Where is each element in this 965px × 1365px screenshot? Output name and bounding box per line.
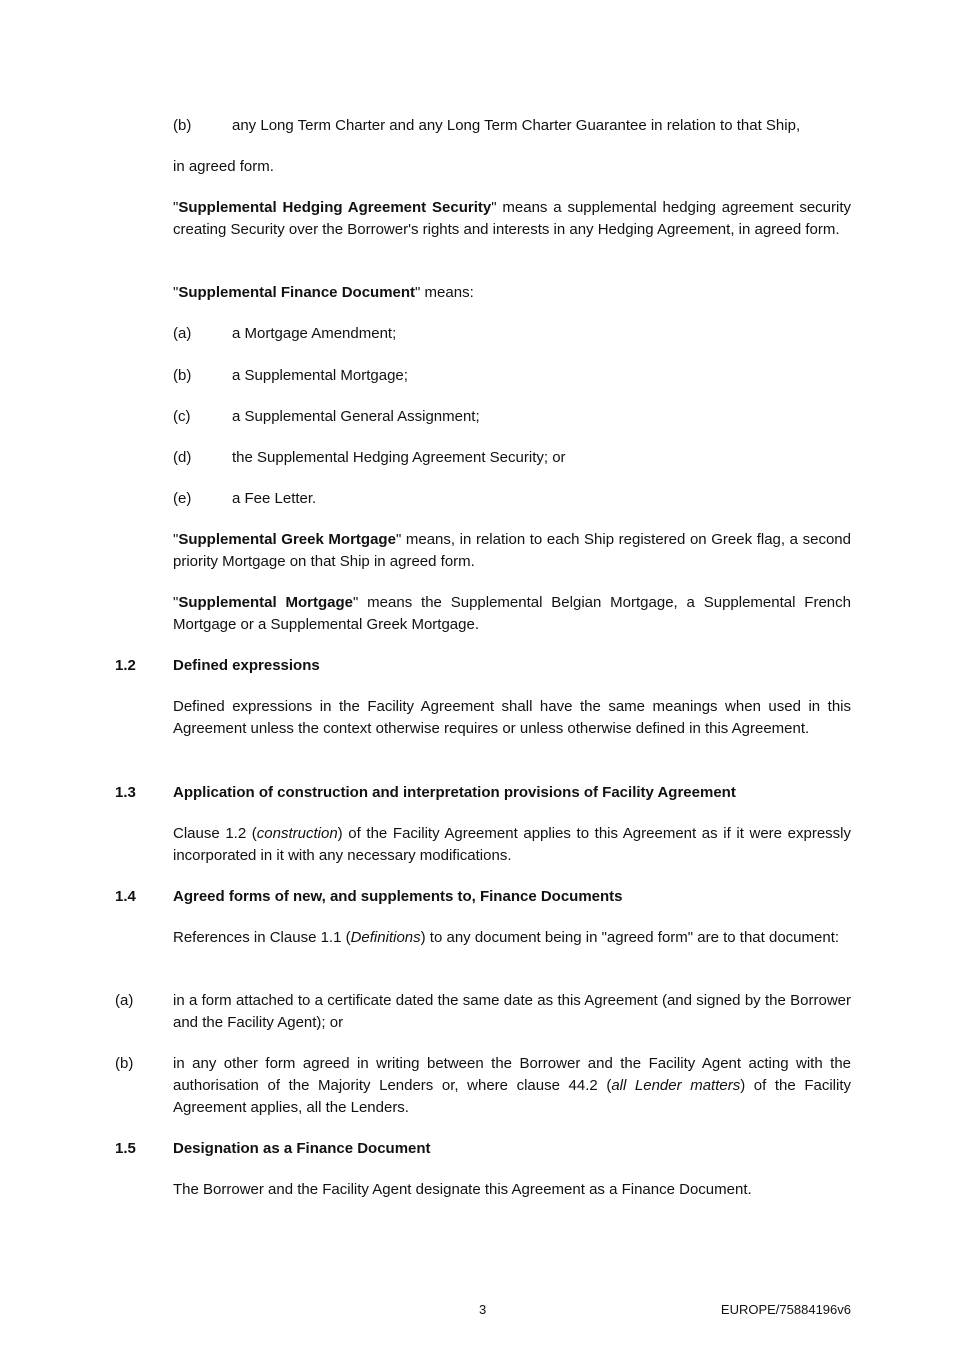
list-item-text: a Fee Letter. [232,490,317,507]
list-item-text: a Mortgage Amendment; [232,325,397,342]
text-run: ) of the Facility Agreement applies, all the Lenders. [173,1077,852,1116]
list-item-text: in a form attached to a certificate dated the same date as this Agreement (and signed by the Borrower and the Facility Agent); or [173,992,851,1031]
list-label: (a) [173,325,192,342]
list-item-text: any Long Term Charter and any Long Term Charter Guarantee in relation to that Ship, [232,117,801,134]
quote: " [415,284,421,301]
list-item-text: a Supplemental Mortgage; [232,367,408,384]
quote: " [173,594,179,611]
section-number: 1.2 [115,657,136,674]
section-number: 1.4 [115,888,136,905]
definition-finance-document [173,282,851,304]
definition-supplemental-mortgage [173,592,851,636]
list-label: (b) [115,1055,134,1072]
italic-reference: all Lender matters [611,1077,741,1094]
definition-text: means, in relation to each Ship registered on Greek flag, a second priority Mortgage on that Ship in agreed form. [173,531,851,570]
section-heading: Designation as a Finance Document [173,1140,431,1157]
quote: " [173,531,179,548]
text-run: References in Clause 1.1 ( [173,929,351,946]
section-number: 1.5 [115,1140,136,1157]
section-heading: Application of construction and interpretation provisions of Facility Agreement [173,784,736,801]
text-run: Clause 1.2 ( [173,825,257,842]
list-label: (c) [173,408,191,425]
italic-reference: construction [256,825,338,842]
paragraph [173,927,851,949]
list-item-text: the Supplemental Hedging Agreement Security; or [232,449,566,466]
definition-greek-mortgage [173,529,851,573]
definition-hedging [173,197,851,241]
quote: " [395,531,402,548]
list-label: (e) [173,490,192,507]
paragraph [173,823,851,867]
quote: " [173,199,179,216]
quote: " [353,594,359,611]
text-run: ) to any document being in "agreed form" are to that document: [420,929,840,946]
defined-term: Supplemental Greek Mortgage [178,531,396,548]
section-number: 1.3 [115,784,136,801]
list-item-text: a Supplemental General Assignment; [232,408,480,425]
list-label: (b) [173,367,192,384]
page-number: 3 [479,1302,487,1317]
list-label: (b) [173,117,192,134]
definition-text: means the Supplemental Belgian Mortgage, a Supplemental French Mortgage or a Supplemental Greek Mortgage. [173,594,851,633]
text-run: in any other form agreed in writing between the Borrower and the Facility Agent acting with the authorisation of the Majority Lenders or, where clause 44.2 ( [173,1055,851,1094]
list-item-text [173,1053,851,1119]
definition-text: means: [420,284,474,301]
paragraph: Defined expressions in the Facility Agreement shall have the same meanings when used in this Agreement unless the context otherwise requires or unless otherwise defined in this Agreement. [173,698,851,737]
definition-text: means a supplemental hedging agreement security creating Security over the Borrower's rights and interests in any Hedging Agreement, in agreed form. [173,199,852,238]
list-label: (a) [115,992,134,1009]
text-run: ) of the Facility Agreement applies to this Agreement as if it were expressly incorporated in it with any necessary modifications. [173,825,851,864]
document-reference: EUROPE/75884196v6 [720,1302,851,1317]
section-heading: Agreed forms of new, and supplements to, Finance Documents [173,888,623,905]
list-label: (d) [173,449,192,466]
paragraph: The Borrower and the Facility Agent designate this Agreement as a Finance Document. [173,1181,752,1198]
quote: " [173,284,179,301]
paragraph: in agreed form. [173,158,274,175]
italic-reference: Definitions [350,929,421,946]
quote: " [491,199,497,216]
defined-term: Supplemental Mortgage [178,594,354,611]
defined-term: Supplemental Finance Document [178,284,416,301]
defined-term: Supplemental Hedging Agreement Security [178,199,492,216]
section-heading: Defined expressions [173,657,320,674]
